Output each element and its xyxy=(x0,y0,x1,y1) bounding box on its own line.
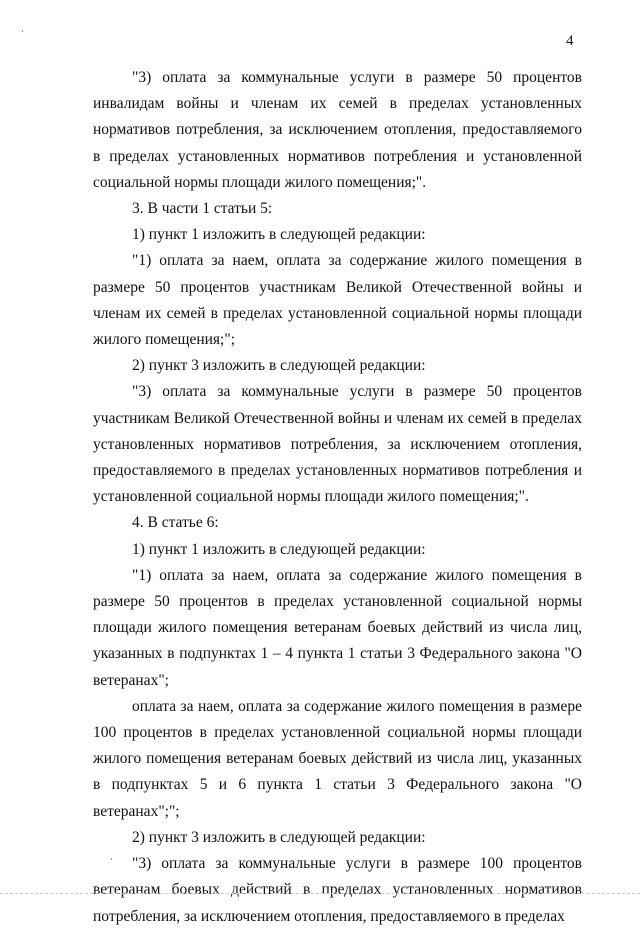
paragraph: 1) пункт 1 изложить в следующей редакции: xyxy=(132,540,426,558)
scan-speck xyxy=(22,30,23,32)
paragraph: 4. В статье 6: xyxy=(132,514,219,532)
paragraph: "3) оплата за коммунальные услуги в размере 100 процентов ветеранам боевых действий в пределах установленных нормативов потребления, за исключением отопления, предоставляемого в пределах xyxy=(93,855,582,925)
paragraph: "3) оплата за коммунальные услуги в размере 50 процентов участникам Великой Отечественной войны и членам их семей в пределах установленных нормативов потребления, за исключением отопления, предоставляемого в пределах установленных нормативов потребления и установленной социальной нормы площади жилого помещения;". xyxy=(93,383,582,506)
paragraph: оплата за наем, оплата за содержание жилого помещения в размере 100 процентов в пределах установленной социальной нормы площади жилого помещения ветеранам боевых действий из числа лиц, указанных в подпунктах 5 и 6 пункта 1 статьи 3 Федерального закона "О ветеранах";"; xyxy=(93,697,582,820)
page-number: 4 xyxy=(566,33,574,49)
paragraph: 1) пункт 1 изложить в следующей редакции: xyxy=(132,226,426,244)
paragraph: "1) оплата за наем, оплата за содержание жилого помещения в размере 50 процентов участникам Великой Отечественной войны и членам их семей в пределах установленной социальной нормы площади жилого помещения;"; xyxy=(93,252,582,349)
document-body xyxy=(93,65,582,930)
paragraph: 2) пункт 3 изложить в следующей редакции: xyxy=(132,828,426,846)
scan-edge-line xyxy=(0,893,640,894)
scan-speck xyxy=(111,858,112,860)
paragraph: "3) оплата за коммунальные услуги в размере 50 процентов инвалидам войны и членам их семей в пределах установленных нормативов потребления, за исключением отопления, предоставляемого в пределах установленных нормативов потребления и установленной социальной нормы площади жилого помещения;". xyxy=(93,69,582,191)
paragraph: "1) оплата за наем, оплата за содержание жилого помещения в размере 50 процентов в пределах установленной социальной нормы площади жилого помещения ветеранам боевых действий из числа лиц, указанных в подпунктах 1 – 4 пункта 1 статьи 3 Федерального закона "О ветеранах"; xyxy=(93,566,582,689)
paragraph: 3. В части 1 статьи 5: xyxy=(132,200,273,218)
paragraph: 2) пункт 3 изложить в следующей редакции: xyxy=(132,357,426,375)
